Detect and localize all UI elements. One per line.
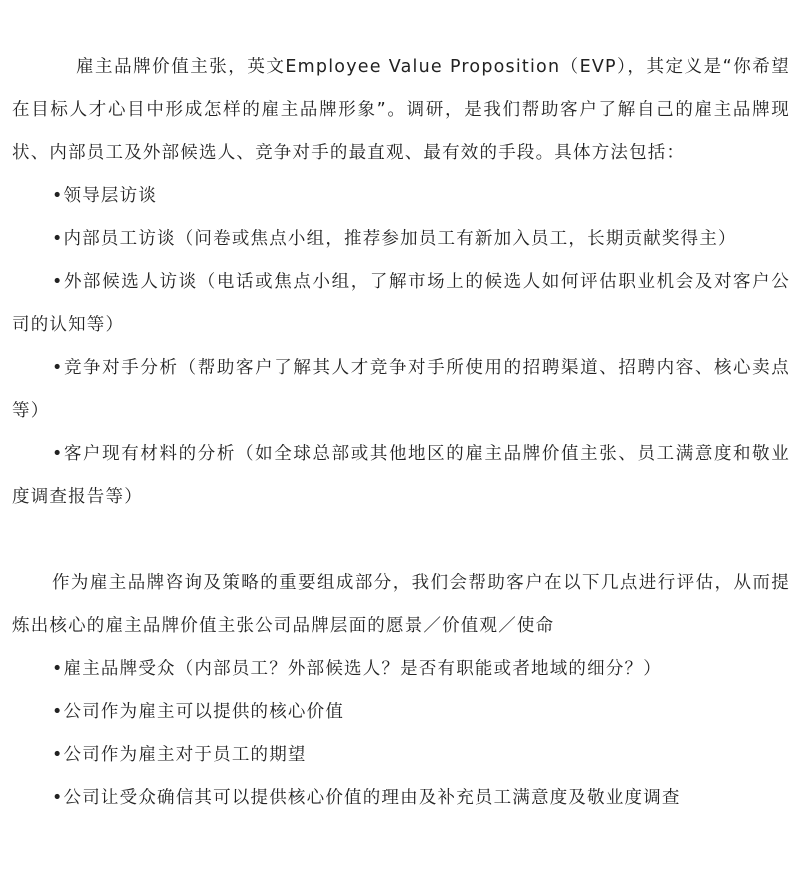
assessment-intro-paragraph: 作为雇主品牌咨询及策略的重要组成部分，我们会帮助客户在以下几点进行评估，从而提炼出核心的雇主品牌价值主张公司品牌层面的愿景／价值观／使命: [12, 573, 790, 636]
research-method-item: •竞争对手分析（帮助客户了解其人才竞争对手所使用的招聘渠道、招聘内容、核心卖点等）: [12, 358, 790, 421]
evp-research-section: [12, 46, 790, 519]
assessment-item: •公司作为雇主可以提供的核心价值: [52, 702, 345, 722]
research-method-item: •领导层访谈: [52, 186, 158, 206]
research-method-item: •内部员工访谈（问卷或焦点小组，推荐参加员工有新加入员工，长期贡献奖得主）: [52, 229, 737, 249]
evp-assessment-section: [12, 562, 790, 820]
research-method-item: •外部候选人访谈（电话或焦点小组，了解市场上的候选人如何评估职业机会及对客户公司的认知等）: [12, 272, 790, 335]
assessment-item: •公司作为雇主对于员工的期望: [52, 745, 307, 765]
research-method-item: •客户现有材料的分析（如全球总部或其他地区的雇主品牌价值主张、员工满意度和敬业度调查报告等）: [12, 444, 790, 507]
evp-intro-paragraph: 雇主品牌价值主张，英文Employee Value Proposition（EVP），其定义是“你希望在目标人才心目中形成怎样的雇主品牌形象”。调研，是我们帮助客户了解自己的雇主品牌现状、内部员工及外部候选人、竞争对手的最直观、最有效的手段。具体方法包括：: [12, 57, 790, 163]
assessment-item: •公司让受众确信其可以提供核心价值的理由及补充员工满意度及敬业度调查: [52, 788, 681, 808]
assessment-item: •雇主品牌受众（内部员工？外部候选人？是否有职能或者地域的细分？）: [52, 659, 662, 679]
